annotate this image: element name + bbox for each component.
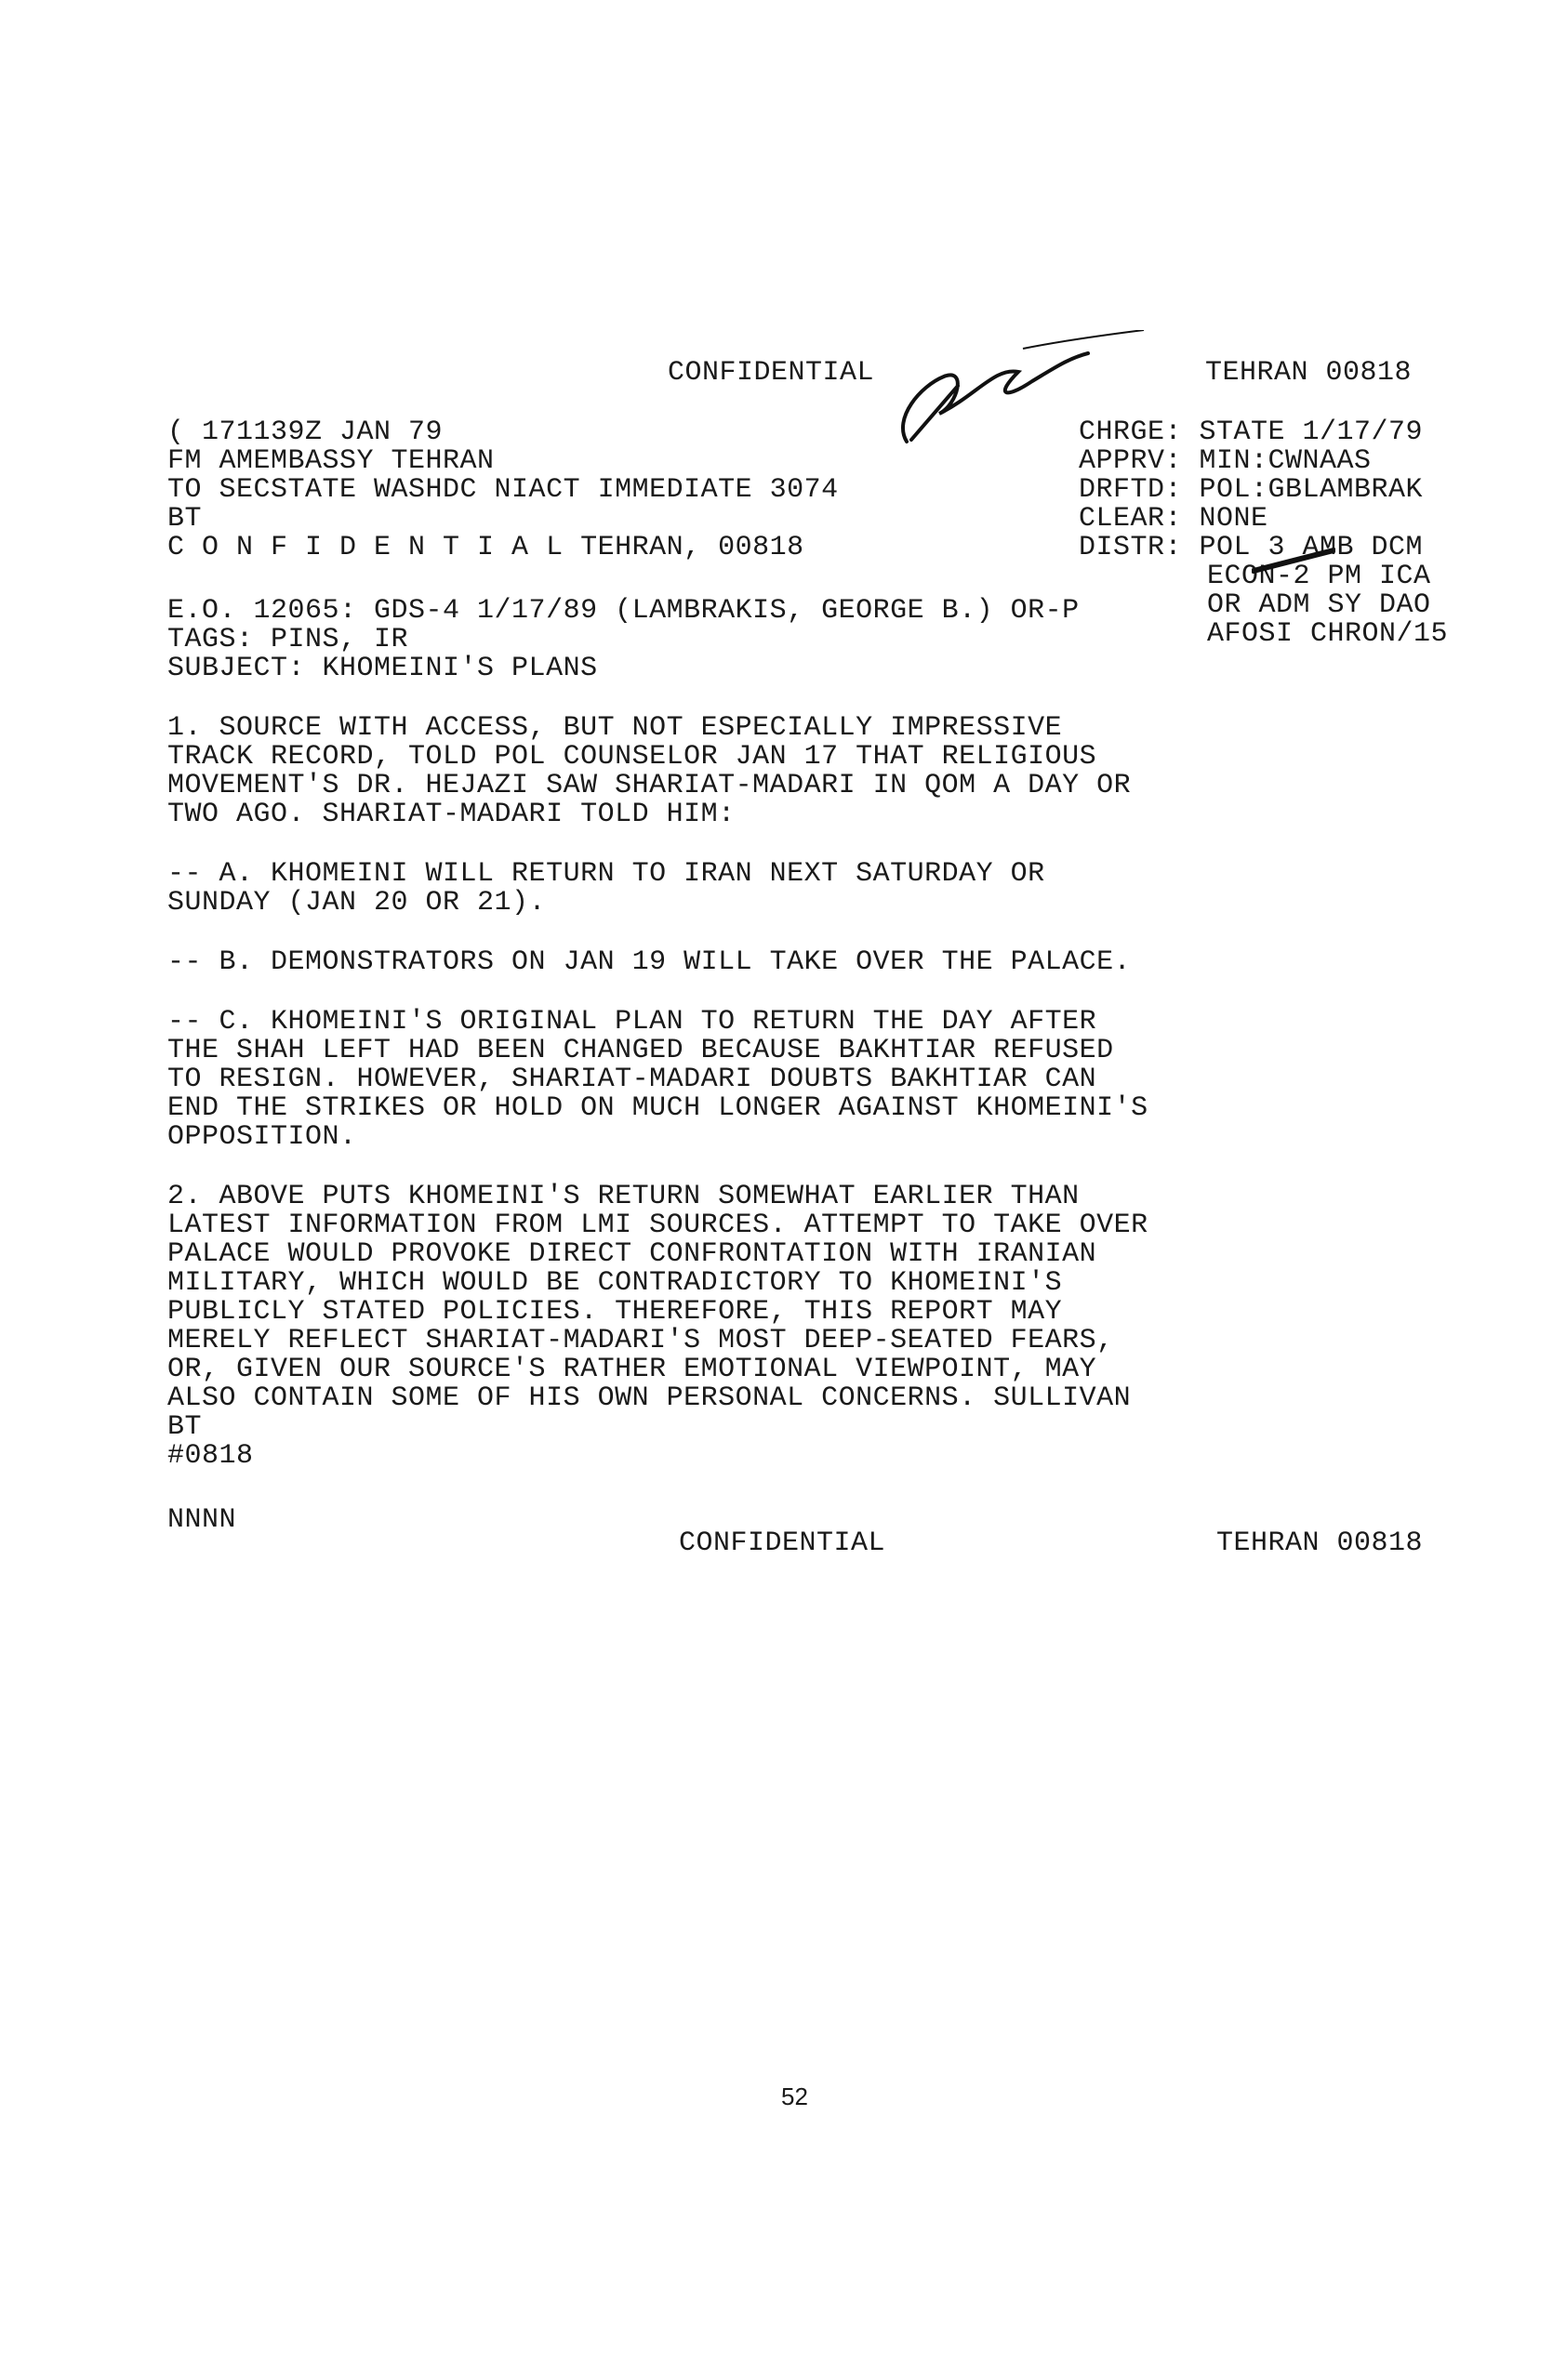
p2-line: LATEST INFORMATION FROM LMI SOURCES. ATTEMPT TO TAKE OVER bbox=[167, 1210, 1148, 1241]
admin-distr-4: AFOSI CHRON/15 bbox=[1207, 618, 1449, 650]
end-bt-line: BT bbox=[167, 1411, 203, 1443]
p1-line: 1. SOURCE WITH ACCESS, BUT NOT ESPECIALLY IMPRESSIVE bbox=[167, 712, 1063, 744]
footer-file-ref: TEHRAN 00818 bbox=[1216, 1527, 1424, 1559]
item-c-line: OPPOSITION. bbox=[167, 1121, 357, 1153]
item-c-line: TO RESIGN. HOWEVER, SHARIAT-MADARI DOUBTS BAKHTIAR CAN bbox=[167, 1064, 1097, 1095]
to-line: TO SECSTATE WASHDC NIACT IMMEDIATE 3074 bbox=[167, 474, 839, 506]
item-b-line: -- B. DEMONSTRATORS ON JAN 19 WILL TAKE OVER THE PALACE. bbox=[167, 946, 1132, 978]
item-c-line: END THE STRIKES OR HOLD ON MUCH LONGER AGAINST KHOMEINI'S bbox=[167, 1092, 1148, 1124]
p2-line: 2. ABOVE PUTS KHOMEINI'S RETURN SOMEWHAT EARLIER THAN bbox=[167, 1181, 1080, 1212]
admin-approve: APPRV: MIN:CWNAAS bbox=[1079, 445, 1372, 477]
admin-distr: DISTR: POL 3 AMB DCM bbox=[1079, 532, 1424, 563]
nnnn-line: NNNN bbox=[167, 1504, 237, 1536]
p1-line: MOVEMENT'S DR. HEJAZI SAW SHARIAT-MADARI IN QOM A DAY OR bbox=[167, 770, 1132, 801]
item-c-line: -- C. KHOMEINI'S ORIGINAL PLAN TO RETURN THE DAY AFTER bbox=[167, 1006, 1097, 1038]
classification-line: C O N F I D E N T I A L TEHRAN, 00818 bbox=[167, 532, 804, 563]
p1-line: TRACK RECORD, TOLD POL COUNSELOR JAN 17 THAT RELIGIOUS bbox=[167, 741, 1097, 773]
header-file-ref: TEHRAN 00818 bbox=[1205, 357, 1413, 389]
p2-line: ALSO CONTAIN SOME OF HIS OWN PERSONAL CONCERNS. SULLIVAN bbox=[167, 1382, 1132, 1414]
from-line: FM AMEMBASSY TEHRAN bbox=[167, 445, 495, 477]
admin-clear: CLEAR: NONE bbox=[1079, 503, 1268, 535]
p2-line: PALACE WOULD PROVOKE DIRECT CONFRONTATION WITH IRANIAN bbox=[167, 1238, 1097, 1270]
footer-classification: CONFIDENTIAL bbox=[679, 1527, 886, 1559]
admin-charge: CHRGE: STATE 1/17/79 bbox=[1079, 416, 1424, 448]
tags-line: TAGS: PINS, IR bbox=[167, 624, 409, 655]
subject-line: SUBJECT: KHOMEINI'S PLANS bbox=[167, 653, 598, 684]
p2-line: MERELY REFLECT SHARIAT-MADARI'S MOST DEEP-SEATED FEARS, bbox=[167, 1325, 1114, 1356]
admin-drafted: DRFTD: POL:GBLAMBRAK bbox=[1079, 474, 1424, 506]
dtg-line: ( 171139Z JAN 79 bbox=[167, 416, 444, 448]
item-c-line: THE SHAH LEFT HAD BEEN CHANGED BECAUSE BAKHTIAR REFUSED bbox=[167, 1035, 1114, 1066]
item-a-line: SUNDAY (JAN 20 OR 21). bbox=[167, 887, 547, 919]
header-classification: CONFIDENTIAL bbox=[668, 357, 875, 389]
p1-line: TWO AGO. SHARIAT-MADARI TOLD HIM: bbox=[167, 799, 736, 830]
admin-distr-3: OR ADM SY DAO bbox=[1207, 589, 1431, 621]
p2-line: PUBLICLY STATED POLICIES. THEREFORE, THIS REPORT MAY bbox=[167, 1296, 1063, 1328]
page-number: 52 bbox=[781, 2082, 808, 2110]
item-a-line: -- A. KHOMEINI WILL RETURN TO IRAN NEXT SATURDAY OR bbox=[167, 858, 1045, 890]
pen-strikeout-mark bbox=[1252, 547, 1335, 575]
bt-line: BT bbox=[167, 503, 203, 535]
p2-line: MILITARY, WHICH WOULD BE CONTRADICTORY TO KHOMEINI'S bbox=[167, 1267, 1063, 1299]
end-number-line: #0818 bbox=[167, 1440, 254, 1472]
eo-line: E.O. 12065: GDS-4 1/17/89 (LAMBRAKIS, GEORGE B.) OR-P bbox=[167, 595, 1080, 627]
p2-line: OR, GIVEN OUR SOURCE'S RATHER EMOTIONAL VIEWPOINT, MAY bbox=[167, 1354, 1097, 1385]
admin-distr-2: ECON-2 PM ICA bbox=[1207, 561, 1431, 592]
